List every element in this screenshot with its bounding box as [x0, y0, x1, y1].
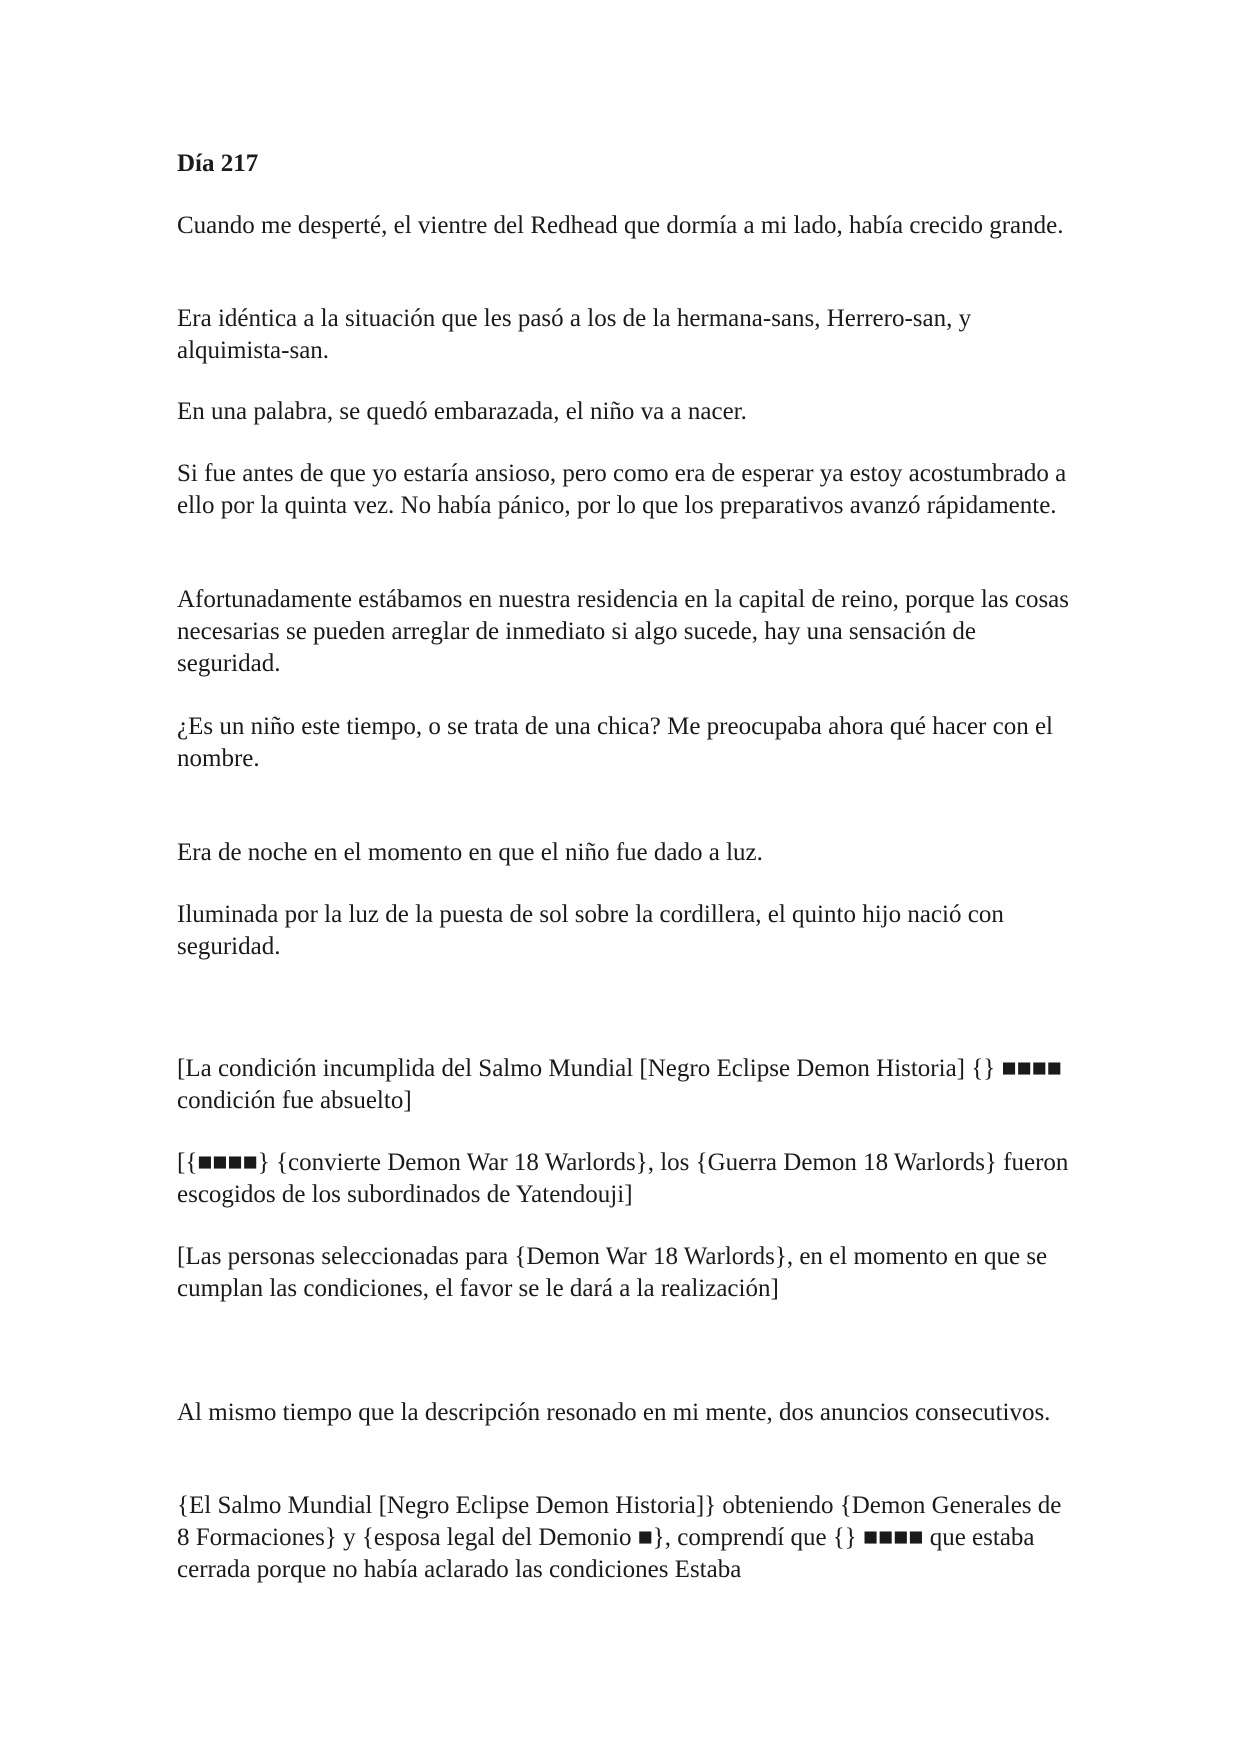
paragraph: ¿Es un niño este tiempo, o se trata de una chica? Me preocupaba ahora qué hacer con el nombre.	[177, 713, 1054, 772]
paragraph: Era de noche en el momento en que el niño fue dado a luz.	[177, 839, 763, 866]
paragraph: {El Salmo Mundial [Negro Eclipse Demon Historia]} obteniendo {Demon Generales de 8 Formaciones} y {esposa legal del Demonio ■}, comprendí que {} ■■■■ que estaba cerrada porque no había aclarado las condiciones Estaba	[177, 1492, 1062, 1583]
paragraph: Iluminada por la luz de la puesta de sol sobre la cordillera, el quinto hijo nació con seguridad.	[177, 901, 1004, 960]
system-message: [{■■■■} {convierte Demon War 18 Warlords}, los {Guerra Demon 18 Warlords} fueron escogidos de los subordinados de Yatendouji]	[177, 1149, 1069, 1208]
paragraph: Si fue antes de que yo estaría ansioso, pero como era de esperar ya estoy acostumbrado a ello por la quinta vez. No había pánico, por lo que los preparativos avanzó rápidamente.	[177, 460, 1067, 519]
paragraph: Afortunadamente estábamos en nuestra residencia en la capital de reino, porque las cosas necesarias se pueden arreglar de inmediato si algo sucede, hay una sensación de seguridad.	[177, 586, 1070, 677]
paragraph: Era idéntica a la situación que les pasó a los de la hermana-sans, Herrero-san, y alquimista-san.	[177, 305, 972, 364]
chapter-heading: Día 217	[177, 150, 259, 177]
paragraph: En una palabra, se quedó embarazada, el niño va a nacer.	[177, 398, 747, 425]
paragraph: Al mismo tiempo que la descripción resonado en mi mente, dos anuncios consecutivos.	[177, 1399, 1051, 1426]
paragraph: Cuando me desperté, el vientre del Redhead que dormía a mi lado, había crecido grande.	[177, 212, 1064, 239]
system-message: [Las personas seleccionadas para {Demon War 18 Warlords}, en el momento en que se cumplan las condiciones, el favor se le dará a la realización]	[177, 1243, 1048, 1302]
system-message: [La condición incumplida del Salmo Mundial [Negro Eclipse Demon Historia] {} ■■■■ condición fue absuelto]	[177, 1055, 1062, 1114]
